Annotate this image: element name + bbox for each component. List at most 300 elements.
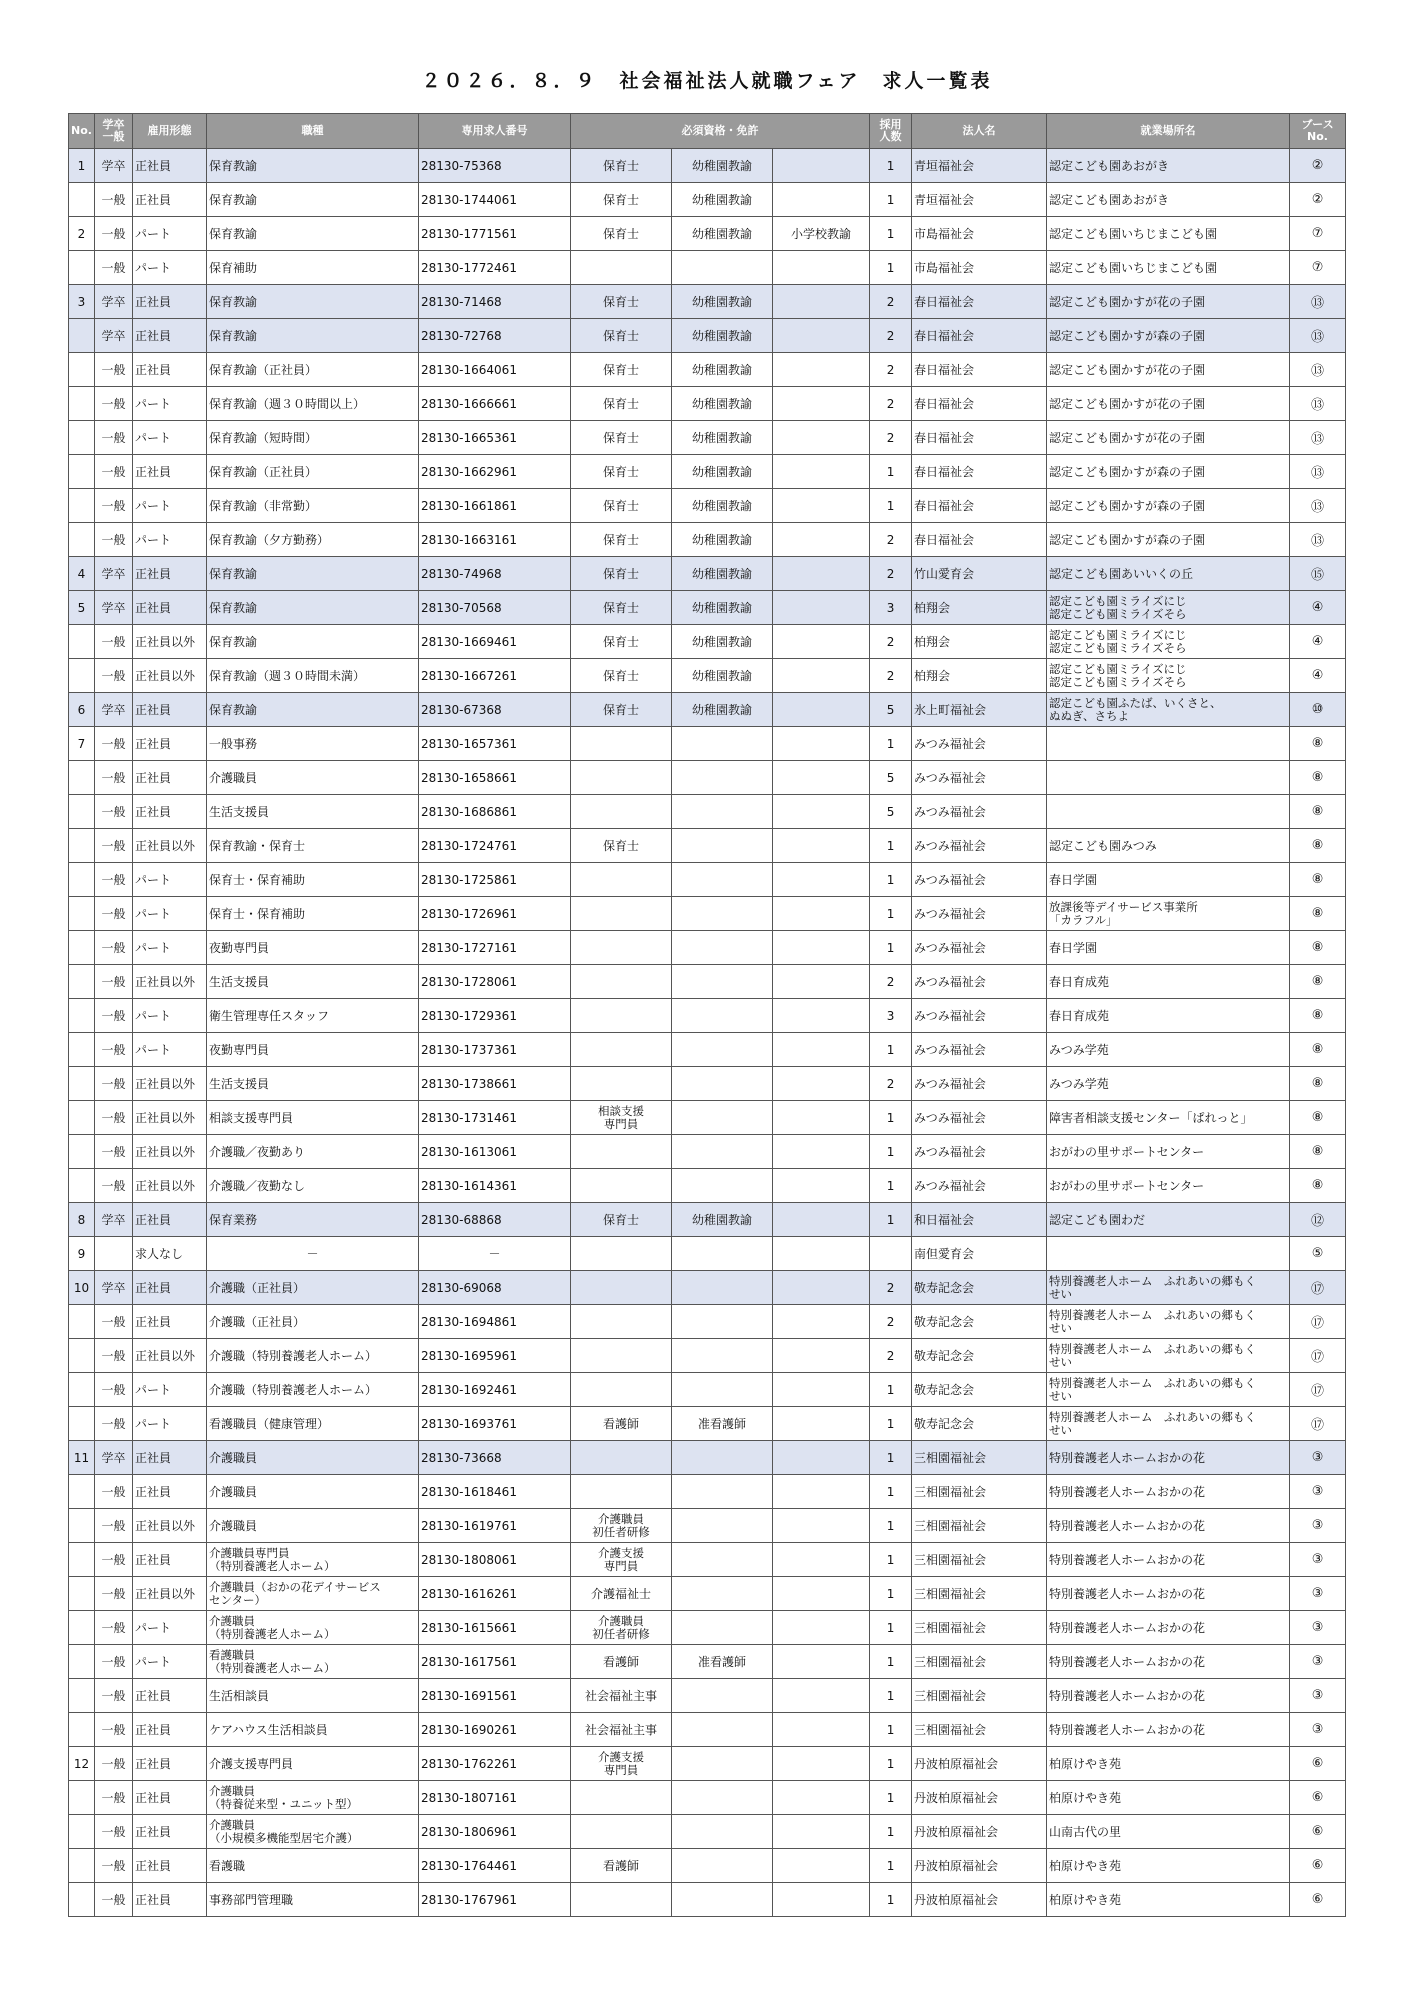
row-kind: 学卒 [95,693,133,727]
row-job: 介護職員 [207,1509,419,1543]
row-place: 認定こども園かすが森の子園 [1047,489,1290,523]
row-count: 1 [870,251,912,285]
row-job: 介護職員 [207,761,419,795]
row-place: 認定こども園あおがき [1047,149,1290,183]
row-place: 認定こども園みつみ [1047,829,1290,863]
row-employment: 正社員以外 [133,659,207,693]
row-job: 保育教諭（正社員） [207,353,419,387]
row-count: 2 [870,387,912,421]
row-number: 28130-1695961 [419,1339,571,1373]
table-row [69,1101,1346,1135]
row-corp: 市島福祉会 [912,251,1047,285]
row-employment: パート [133,489,207,523]
row-license-2 [672,897,773,931]
row-place: 特別養護老人ホーム ふれあいの郷もく せい [1047,1305,1290,1339]
row-kind: 一般 [95,217,133,251]
row-number: 28130-1662961 [419,455,571,489]
row-license-2 [672,1781,773,1815]
row-job: 看護職員 （特別養護老人ホーム） [207,1645,419,1679]
row-job: 生活支援員 [207,965,419,999]
row-no [69,1849,95,1883]
row-job: 保育教諭（短時間） [207,421,419,455]
row-corp: 氷上町福祉会 [912,693,1047,727]
table-row [69,557,1346,591]
row-kind: 一般 [95,1407,133,1441]
row-employment: パート [133,931,207,965]
row-license-2 [672,1577,773,1611]
row-booth: ⑧ [1290,795,1346,829]
row-no [69,863,95,897]
row-no [69,183,95,217]
row-no: 4 [69,557,95,591]
table-row [69,1883,1346,1917]
row-license-2 [672,1305,773,1339]
row-no [69,1883,95,1917]
row-license-2 [672,1679,773,1713]
row-place: 放課後等デイサービス事業所 「カラフル」 [1047,897,1290,931]
row-license-1: 保育士 [571,1203,672,1237]
row-license-1 [571,897,672,931]
row-job: 保育教諭 [207,149,419,183]
row-license-3 [773,1407,870,1441]
row-no: 7 [69,727,95,761]
row-job: 保育教諭（非常勤） [207,489,419,523]
row-license-2 [672,727,773,761]
row-number: 28130-1729361 [419,999,571,1033]
table-row [69,285,1346,319]
row-license-3 [773,965,870,999]
row-place: 認定こども園ミライズにじ 認定こども園ミライズそら [1047,659,1290,693]
row-license-3 [773,761,870,795]
row-employment: パート [133,1373,207,1407]
row-place: 認定こども園かすが花の子園 [1047,285,1290,319]
row-employment: パート [133,421,207,455]
row-corp: 春日福祉会 [912,387,1047,421]
row-corp: 敬寿記念会 [912,1339,1047,1373]
row-license-2 [672,999,773,1033]
row-corp: みつみ福祉会 [912,931,1047,965]
row-employment: 正社員以外 [133,1339,207,1373]
row-place: みつみ学苑 [1047,1033,1290,1067]
row-license-1 [571,863,672,897]
table-row [69,1169,1346,1203]
row-job: 保育補助 [207,251,419,285]
row-count: 1 [870,1781,912,1815]
row-booth: ⑥ [1290,1815,1346,1849]
row-employment: パート [133,1611,207,1645]
row-count: 1 [870,217,912,251]
row-kind: 一般 [95,863,133,897]
row-corp: 和日福祉会 [912,1203,1047,1237]
row-place: 認定こども園かすが森の子園 [1047,455,1290,489]
row-license-2: 幼稚園教諭 [672,659,773,693]
row-no [69,1067,95,1101]
row-kind: 一般 [95,829,133,863]
row-employment: 正社員以外 [133,1509,207,1543]
row-place: 認定こども園いちじまこども園 [1047,217,1290,251]
row-kind: 一般 [95,1033,133,1067]
row-kind: 一般 [95,353,133,387]
row-count: 2 [870,523,912,557]
row-corp: 敬寿記念会 [912,1305,1047,1339]
row-number: 28130-1665361 [419,421,571,455]
row-corp: みつみ福祉会 [912,999,1047,1033]
row-employment: 正社員 [133,353,207,387]
row-number: 28130-1738661 [419,1067,571,1101]
row-booth: ⑥ [1290,1849,1346,1883]
row-license-2: 幼稚園教諭 [672,421,773,455]
row-license-1 [571,1135,672,1169]
row-number: 28130-1762261 [419,1747,571,1781]
job-listing-table [68,113,1346,1917]
header-place: 就業場所名 [1047,114,1290,149]
row-place: 特別養護老人ホームおかの花 [1047,1645,1290,1679]
row-corp: 春日福祉会 [912,523,1047,557]
row-employment: パート [133,1645,207,1679]
row-booth: ④ [1290,659,1346,693]
row-license-1: 保育士 [571,387,672,421]
table-row [69,319,1346,353]
row-place: 特別養護老人ホームおかの花 [1047,1679,1290,1713]
row-no [69,1033,95,1067]
row-booth: ⑧ [1290,1067,1346,1101]
row-license-1 [571,1441,672,1475]
row-license-3 [773,1849,870,1883]
row-license-3 [773,1747,870,1781]
row-booth: ③ [1290,1475,1346,1509]
row-license-2: 幼稚園教諭 [672,387,773,421]
row-license-2 [672,1237,773,1271]
row-kind: 一般 [95,183,133,217]
row-license-3 [773,1781,870,1815]
row-corp: みつみ福祉会 [912,1135,1047,1169]
row-corp: 丹波柏原福祉会 [912,1883,1047,1917]
row-place: 認定こども園あいいくの丘 [1047,557,1290,591]
row-license-3 [773,557,870,591]
row-job: 介護職（特別養護老人ホーム） [207,1339,419,1373]
row-job: 看護職員（健康管理） [207,1407,419,1441]
row-no [69,761,95,795]
row-license-1: 保育士 [571,455,672,489]
row-kind: 一般 [95,1747,133,1781]
row-license-2: 幼稚園教諭 [672,693,773,727]
row-booth: ③ [1290,1441,1346,1475]
row-license-1 [571,761,672,795]
table-header-row [69,114,1346,149]
row-kind: 一般 [95,1611,133,1645]
row-count: 1 [870,455,912,489]
row-employment: 正社員 [133,1441,207,1475]
row-number: 28130-75368 [419,149,571,183]
row-kind: 一般 [95,489,133,523]
header-corp: 法人名 [912,114,1047,149]
row-kind: 一般 [95,387,133,421]
header-no: No. [69,114,95,149]
row-place: 特別養護老人ホームおかの花 [1047,1441,1290,1475]
row-count: 5 [870,761,912,795]
row-count: 1 [870,829,912,863]
row-booth: ⑬ [1290,455,1346,489]
row-job: 保育教諭（夕方勤務） [207,523,419,557]
row-place: 認定こども園かすが森の子園 [1047,319,1290,353]
table-row [69,897,1346,931]
row-place: 認定こども園かすが花の子園 [1047,387,1290,421]
table-row [69,1373,1346,1407]
row-count: 1 [870,1611,912,1645]
row-place: 特別養護老人ホームおかの花 [1047,1475,1290,1509]
row-license-1 [571,1033,672,1067]
table-row [69,659,1346,693]
row-place: 柏原けやき苑 [1047,1883,1290,1917]
row-place: 特別養護老人ホーム ふれあいの郷もく せい [1047,1339,1290,1373]
row-count: 1 [870,1407,912,1441]
row-number: 28130-1772461 [419,251,571,285]
table-row [69,761,1346,795]
row-number: 28130-1726961 [419,897,571,931]
row-license-3 [773,659,870,693]
row-license-2 [672,1033,773,1067]
row-kind: 一般 [95,1169,133,1203]
row-kind: 一般 [95,1577,133,1611]
row-count: 1 [870,489,912,523]
row-booth: ⑧ [1290,999,1346,1033]
row-booth: ⑧ [1290,931,1346,965]
row-number: 28130-1657361 [419,727,571,761]
row-booth: ⑬ [1290,353,1346,387]
row-place: 認定こども園あおがき [1047,183,1290,217]
row-no [69,1611,95,1645]
row-license-2 [672,931,773,965]
row-job: 生活相談員 [207,1679,419,1713]
row-count: 1 [870,1373,912,1407]
row-license-3 [773,455,870,489]
row-count: 2 [870,965,912,999]
row-license-2 [672,1441,773,1475]
row-employment: 正社員 [133,1203,207,1237]
row-count: 1 [870,1101,912,1135]
row-employment: 正社員 [133,183,207,217]
row-job: 保育教諭（正社員） [207,455,419,489]
row-corp: みつみ福祉会 [912,761,1047,795]
row-license-1 [571,1815,672,1849]
row-corp: みつみ福祉会 [912,727,1047,761]
row-count: 5 [870,693,912,727]
row-kind: 一般 [95,455,133,489]
row-license-3 [773,1101,870,1135]
row-license-3 [773,421,870,455]
row-kind: 一般 [95,1849,133,1883]
row-job: － [207,1237,419,1271]
row-employment: パート [133,387,207,421]
row-license-3 [773,319,870,353]
row-number: 28130-69068 [419,1271,571,1305]
row-job: 看護職 [207,1849,419,1883]
table-row [69,1475,1346,1509]
row-place: 認定こども園いちじまこども園 [1047,251,1290,285]
row-number: 28130-1667261 [419,659,571,693]
row-number: 28130-1613061 [419,1135,571,1169]
row-license-3 [773,1033,870,1067]
row-count: 1 [870,1135,912,1169]
row-place: 障害者相談支援センター「ぱれっと」 [1047,1101,1290,1135]
row-employment: 正社員 [133,591,207,625]
row-place: 特別養護老人ホームおかの花 [1047,1713,1290,1747]
row-booth: ⑥ [1290,1747,1346,1781]
row-job: 保育教諭 [207,285,419,319]
table-row [69,217,1346,251]
row-booth: ⑮ [1290,557,1346,591]
row-corp: 丹波柏原福祉会 [912,1747,1047,1781]
row-employment: 正社員 [133,455,207,489]
row-license-2 [672,1271,773,1305]
row-kind: 学卒 [95,1271,133,1305]
row-job: 生活支援員 [207,795,419,829]
row-place: 柏原けやき苑 [1047,1747,1290,1781]
row-kind: 学卒 [95,591,133,625]
row-no [69,1815,95,1849]
row-corp: 南但愛育会 [912,1237,1047,1271]
row-no: 6 [69,693,95,727]
row-count: 1 [870,1509,912,1543]
row-no: 10 [69,1271,95,1305]
row-license-3 [773,1305,870,1339]
row-employment: 正社員 [133,795,207,829]
row-kind: 一般 [95,965,133,999]
row-number: 28130-1694861 [419,1305,571,1339]
row-booth: ③ [1290,1577,1346,1611]
row-number: 28130-1614361 [419,1169,571,1203]
row-corp: 三相園福祉会 [912,1441,1047,1475]
row-license-1: 保育士 [571,557,672,591]
table-row [69,421,1346,455]
row-license-1 [571,1271,672,1305]
row-corp: 春日福祉会 [912,489,1047,523]
row-number: 28130-1727161 [419,931,571,965]
row-number: 28130-1691561 [419,1679,571,1713]
table-row [69,455,1346,489]
row-booth: ③ [1290,1713,1346,1747]
row-booth: ④ [1290,591,1346,625]
row-job: 介護職（正社員） [207,1271,419,1305]
row-license-2: 准看護師 [672,1407,773,1441]
row-booth: ② [1290,149,1346,183]
row-license-2: 幼稚園教諭 [672,183,773,217]
row-booth: ⑬ [1290,523,1346,557]
table-row [69,693,1346,727]
row-license-3 [773,1271,870,1305]
row-license-2: 准看護師 [672,1645,773,1679]
row-job: 保育士・保育補助 [207,863,419,897]
page-title: ２０２６．８．９ 社会福祉法人就職フェア 求人一覧表 [421,70,993,92]
table-row [69,965,1346,999]
row-license-1: 保育士 [571,285,672,319]
row-booth: ⑦ [1290,251,1346,285]
row-job: 保育教諭 [207,591,419,625]
row-employment: 正社員以外 [133,625,207,659]
row-count: 2 [870,1067,912,1101]
row-number: 28130-1767961 [419,1883,571,1917]
row-license-1: 看護師 [571,1849,672,1883]
row-kind: 一般 [95,795,133,829]
row-corp: みつみ福祉会 [912,829,1047,863]
row-count: 1 [870,1849,912,1883]
header-job: 職種 [207,114,419,149]
row-no [69,1475,95,1509]
table-row [69,183,1346,217]
row-kind: 一般 [95,1543,133,1577]
table-row [69,1679,1346,1713]
row-number: 28130-1724761 [419,829,571,863]
row-license-2 [672,1067,773,1101]
row-license-1: 保育士 [571,829,672,863]
row-booth: ⑧ [1290,863,1346,897]
row-no [69,1305,95,1339]
row-employment: パート [133,523,207,557]
row-booth: ⑰ [1290,1373,1346,1407]
row-employment: 正社員 [133,1679,207,1713]
row-count: 2 [870,557,912,591]
row-kind: 一般 [95,1781,133,1815]
row-license-3 [773,1679,870,1713]
row-license-2: 幼稚園教諭 [672,319,773,353]
table-row [69,353,1346,387]
row-employment: 正社員 [133,1305,207,1339]
row-booth: ② [1290,183,1346,217]
table-row [69,795,1346,829]
row-count: 1 [870,1577,912,1611]
header-employment: 雇用形態 [133,114,207,149]
row-corp: 柏翔会 [912,625,1047,659]
row-place: 山南古代の里 [1047,1815,1290,1849]
row-booth: ③ [1290,1509,1346,1543]
row-booth: ⑧ [1290,1033,1346,1067]
row-place [1047,1237,1290,1271]
table-row [69,1611,1346,1645]
row-number: 28130-1692461 [419,1373,571,1407]
row-license-1 [571,1169,672,1203]
row-license-1: 保育士 [571,319,672,353]
row-kind: 一般 [95,727,133,761]
row-count: 1 [870,1475,912,1509]
row-job: 事務部門管理職 [207,1883,419,1917]
row-corp: 青垣福祉会 [912,149,1047,183]
row-kind: 一般 [95,1067,133,1101]
row-license-1 [571,1339,672,1373]
row-license-3 [773,1645,870,1679]
row-no: 2 [69,217,95,251]
row-booth: ⑥ [1290,1781,1346,1815]
row-count: 2 [870,659,912,693]
row-license-1: 保育士 [571,353,672,387]
row-no: 12 [69,1747,95,1781]
table-row [69,489,1346,523]
row-count: 2 [870,1271,912,1305]
row-count: 1 [870,1883,912,1917]
row-kind: 一般 [95,1339,133,1373]
row-employment: 正社員 [133,285,207,319]
row-place: おがわの里サポートセンター [1047,1135,1290,1169]
row-no [69,1101,95,1135]
row-employment: 正社員 [133,1543,207,1577]
table-row [69,1713,1346,1747]
row-booth: ⑰ [1290,1339,1346,1373]
table-row [69,863,1346,897]
row-job: ケアハウス生活相談員 [207,1713,419,1747]
row-booth: ⑬ [1290,319,1346,353]
row-count: 3 [870,591,912,625]
row-job: 保育教諭 [207,625,419,659]
row-no [69,387,95,421]
